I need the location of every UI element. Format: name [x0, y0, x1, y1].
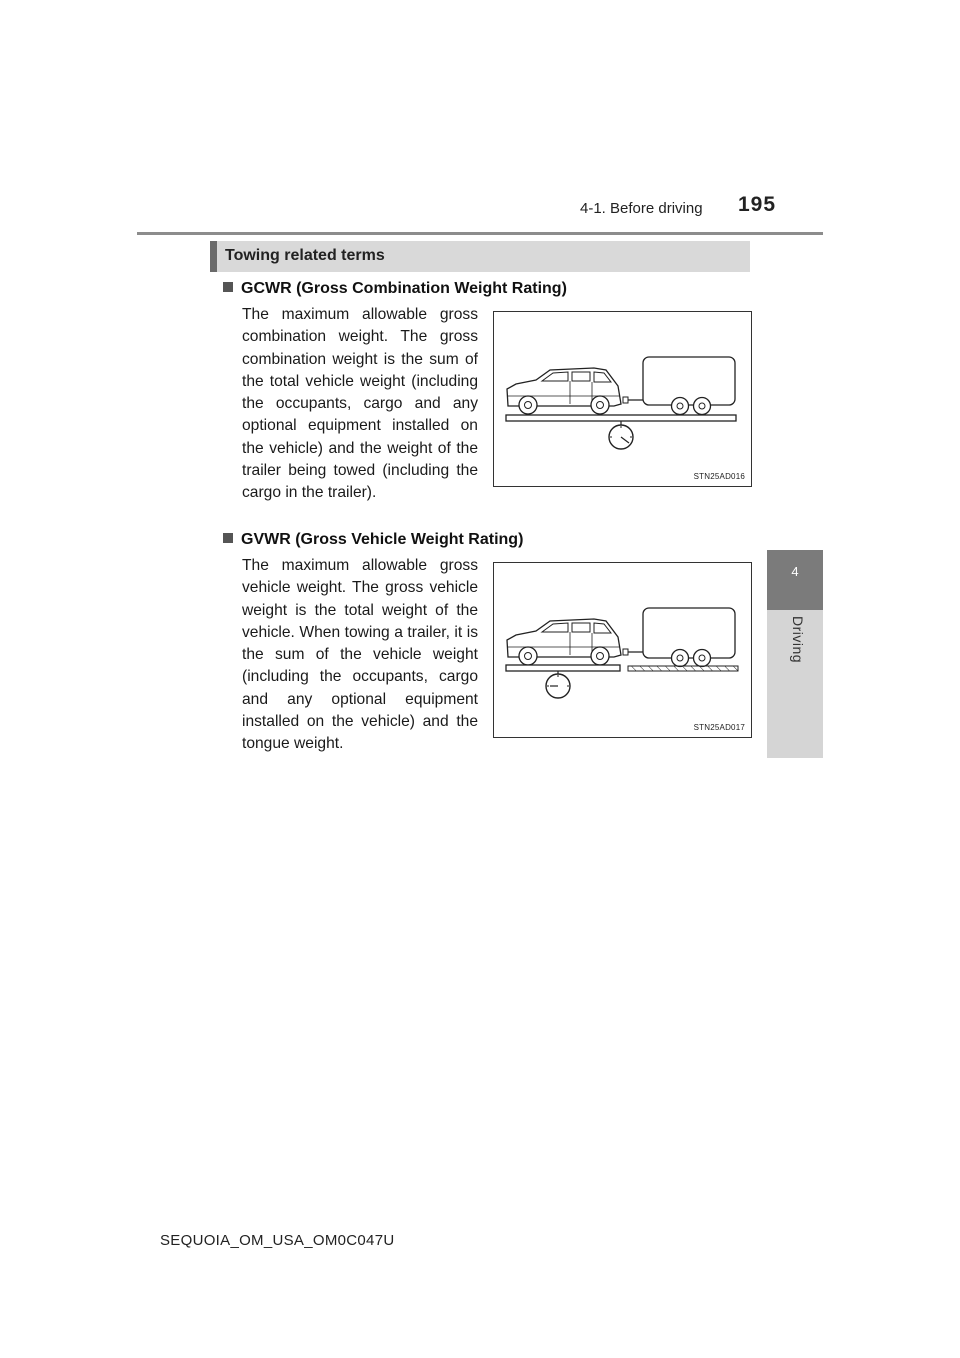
figure-gvwr [493, 562, 752, 738]
term-title-text: GVWR (Gross Vehicle Weight Rating) [241, 531, 524, 548]
chapter-label: Driving [790, 616, 806, 664]
square-bullet-icon [223, 282, 233, 292]
vehicle-trailer-on-scale-illustration [494, 312, 751, 486]
chapter-number: 4 [791, 564, 799, 579]
term-title-gvwr [223, 531, 523, 549]
figure-code: STN25AD016 [693, 472, 745, 481]
term-title-text: GCWR (Gross Combination Weight Rating) [241, 280, 567, 297]
term-body-gvwr: The maximum allowable gross vehicle weight. The gross vehicle weight is the total weight of the vehicle. When towing a trailer, it is the sum of the vehicle weight (including the occupants, cargo and any optional equipment installed on the vehicle) and the tongue weight. [242, 557, 478, 753]
section-heading-marker [210, 241, 217, 272]
footer-document-code: SEQUOIA_OM_USA_OM0C047U [160, 1232, 395, 1249]
section-heading: Towing related terms [225, 247, 385, 264]
square-bullet-icon [223, 533, 233, 543]
header-rule [137, 232, 823, 235]
running-header-section: 4-1. Before driving [580, 200, 703, 217]
figure-gcwr [493, 311, 752, 487]
page-number: 195 [738, 193, 777, 216]
chapter-tab [767, 550, 823, 610]
figure-code: STN25AD017 [693, 723, 745, 732]
vehicle-on-scale-trailer-off-illustration [494, 563, 751, 737]
section-heading-bar [210, 241, 750, 272]
term-title-gcwr [223, 280, 567, 298]
term-body-gcwr: The maximum allowable gross combination weight. The gross combination weight is the sum of the total vehicle weight (including the occupants, cargo and any optional equipment installed on the vehicle) and the weight of the trailer being towed (including the cargo in the trailer). [242, 306, 478, 502]
